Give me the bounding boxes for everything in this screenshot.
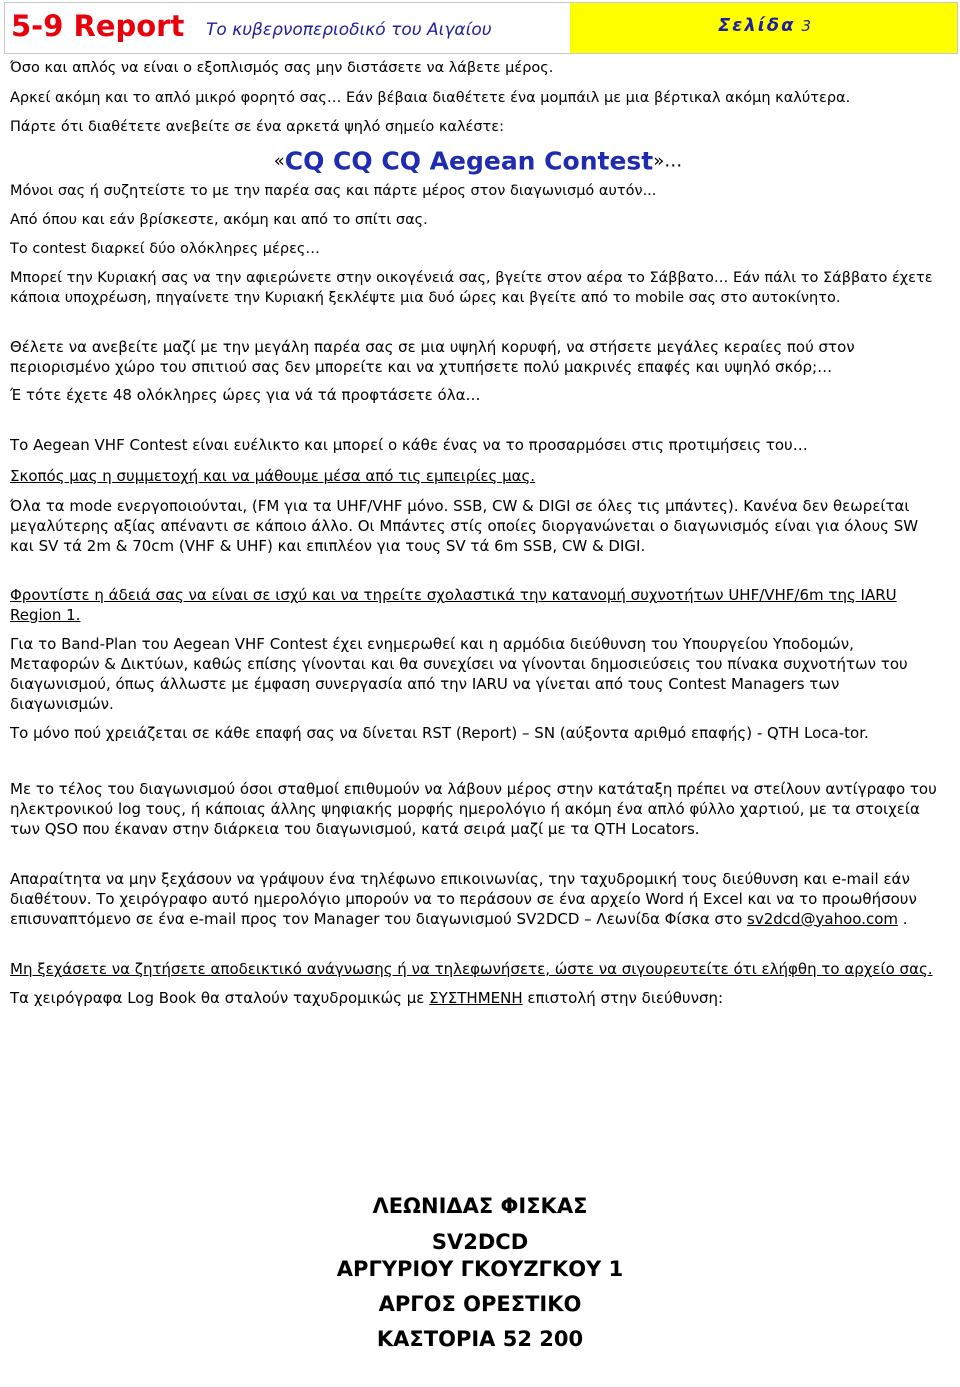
registered-mail-word: ΣΥΣΤΗΜΕΝΗ [429,988,523,1007]
email-link[interactable]: sv2dcd@yahoo.com [747,909,899,928]
newsletter-tagline: Το κυβερνοπεριοδικό του Αιγαίου [206,20,492,40]
paragraph: Με το τέλος του διαγωνισμού όσοι σταθμοί επιθυμούν να λάβουν μέρος στην κατάταξη πρέπει να στείλουν αντίγραφο του ηλεκτρονικού log τους, ή κάποιας άλλης ψηφιακής μορφής ημερολόγιο ή ακόμη ένα απλό φύλλο χαρτιού, με τα στοιχεία των QSO που έκαναν στην διάρκεια του διαγωνισμού, κατά σειρά μαζί με τα QTH Locators. [10,779,937,838]
paragraph: Το contest διαρκεί δύο ολόκληρες μέρες… [10,240,320,257]
newsletter-title: 5-9 Report [11,9,185,43]
paragraph [10,988,946,1008]
address-city: ΑΡΓΟΣ ΟΡΕΣΤΙΚΟ [378,1292,582,1316]
page-number: 3 [801,17,811,35]
paragraph-text: Τα χειρόγραφα Log Book θα σταλούν ταχυδρομικώς με [10,988,430,1007]
page-label: Σελίδα [718,15,796,36]
cq-open-quote: « [273,150,285,172]
address-callsign: SV2DCD [431,1230,529,1254]
page-indicator [718,15,811,36]
paragraph: Από όπου και εάν βρίσκεστε, ακόμη και από το σπίτι σας. [10,211,428,228]
header-left [5,3,570,53]
paragraph: Έ τότε έχετε 48 ολόκληρες ώρες για νά τά προφτάσετε όλα… [10,385,481,404]
cq-close-quote: »… [653,150,683,172]
paragraph-underlined: Σκοπός μας η συμμετοχή και να μάθουμε μέσα από τις εμπειρίες μας. [10,466,536,485]
cq-call-line [10,146,946,177]
paragraph-underlined: Μη ξεχάσετε να ζητήσετε αποδεικτικό ανάγνωσης ή να τηλεφωνήσετε, ώστε να σιγουρευτείτε ότι ελήφθη το αρχείο σας. [10,959,933,978]
article-body [10,58,946,1008]
paragraph: Μπορεί την Κυριακή σας να την αφιερώνετε στην οικογένειά σας, βγείτε στον αέρα το Σάββατο… Εάν πάλι το Σάββατο έχετε κάποια υποχρέωση, πηγαίνετε την Κυριακή ξεκλέψτε μια δυό ώρες και βγείτε από το mobile σας στο αυτοκίνητο. [10,269,933,306]
paragraph: Πάρτε ότι διαθέτετε ανεβείτε σε ένα αρκετά ψηλό σημείο καλέστε: [10,119,505,135]
address-name: ΛΕΩΝΙΔΑΣ ΦΙΣΚΑΣ [372,1194,588,1218]
paragraph: Θέλετε να ανεβείτε μαζί με την μεγάλη παρέα σας σε μια υψηλή κορυφή, να στήσετε μεγάλες κεραίες πού στον περιορισμένο χώρο του σπιτιού σας δεν μπορείτε και να χτυπήσετε πολύ μακρινές επαφές και υψηλό σκόρ;… [10,337,855,376]
paragraph: Όλα τα mode ενεργοποιούνται, (FM για τα UHF/VHF μόνο. SSB, CW & DIGI σε όλες τις μπάντες). Κανένα δεν θεωρείται μεγαλύτερης αξίας απέναντι σε κάποιο άλλο. Οι Μπάντες στίς οποίες διοργανώνεται ο διαγωνισμός είναι για όλους SW και SV τά 2m & 70cm (VHF & UHF) και επιπλέον για τους SV τά 6m SSB, CW & DIGI. [10,496,919,555]
address-region: ΚΑΣΤΟΡΙΑ 52 200 [376,1327,584,1351]
paragraph: Για το Band-Plan του Aegean VHF Contest έχει ενημερωθεί και η αρμόδια διεύθυνση του Υπουργείου Υποδομών, Μεταφορών & Δικτύων, καθώς επίσης γίνονται και θα συνεχίσει να γίνονται δημοσιεύσεις του πίνακα συχνοτήτων του διαγωνισμού, όπως άλλωστε με έμφαση συνεργασία από την IARU να γίνεται από τους Contest Managers των διαγωνισμών. [10,634,908,713]
paragraph: Το μόνο πού χρειάζεται σε κάθε επαφή σας να δίνεται RST (Report) – SN (αύξοντα αριθμό επαφής) - QTH Loca-tor. [10,723,869,742]
paragraph-end: . [898,909,908,928]
page-header [4,2,958,54]
paragraph: Μόνοι σας ή συζητείστε το με την παρέα σας και πάρτε μέρος στον διαγωνισμό αυτόν... [10,182,657,199]
paragraph-text: επιστολή στην διεύθυνση: [522,988,724,1007]
cq-contest-call: CQ CQ CQ Aegean Contest [284,146,654,176]
paragraph [10,869,946,929]
address-street: ΑΡΓΥΡΙΟΥ ΓΚΟΥΖΓΚΟΥ 1 [336,1257,624,1281]
header-page-box [570,3,957,53]
paragraph-underlined: Φροντίστε η άδειά σας να είναι σε ισχύ και να τηρείτε σχολαστικά την κατανομή συχνοτήτων UHF/VHF/6m της IARU Region 1. [10,585,897,624]
paragraph: Το Aegean VHF Contest είναι ευέλικτο και μπορεί ο κάθε ένας να το προσαρμόσει στις προτιμήσεις του… [10,435,808,454]
paragraph-text: Απαραίτητα να μην ξεχάσουν να γράψουν ένα τηλέφωνο επικοινωνίας, την ταχυδρομική τους διεύθυνση και e-mail εάν διαθέτουν. Το χειρόγραφο αυτό ημερολόγιο μπορούν να το περάσουν σε ένα αρχείο Word ή Excel και να το προωθήσουν επισυναπτόμενο σε ένα e-mail προς τον Manager του διαγωνισμού SV2DCD – Λεωνίδα Φίσκα στο [10,869,917,928]
paragraph: Όσο και απλός να είναι ο εξοπλισμός σας μην διστάσετε να λάβετε μέρος. [10,60,554,76]
paragraph: Αρκεί ακόμη και το απλό μικρό φορητό σας… Εάν βέβαια διαθέτετε ένα μομπάιλ με μια βέρτικαλ ακόμη καλύτερα. [10,90,851,106]
